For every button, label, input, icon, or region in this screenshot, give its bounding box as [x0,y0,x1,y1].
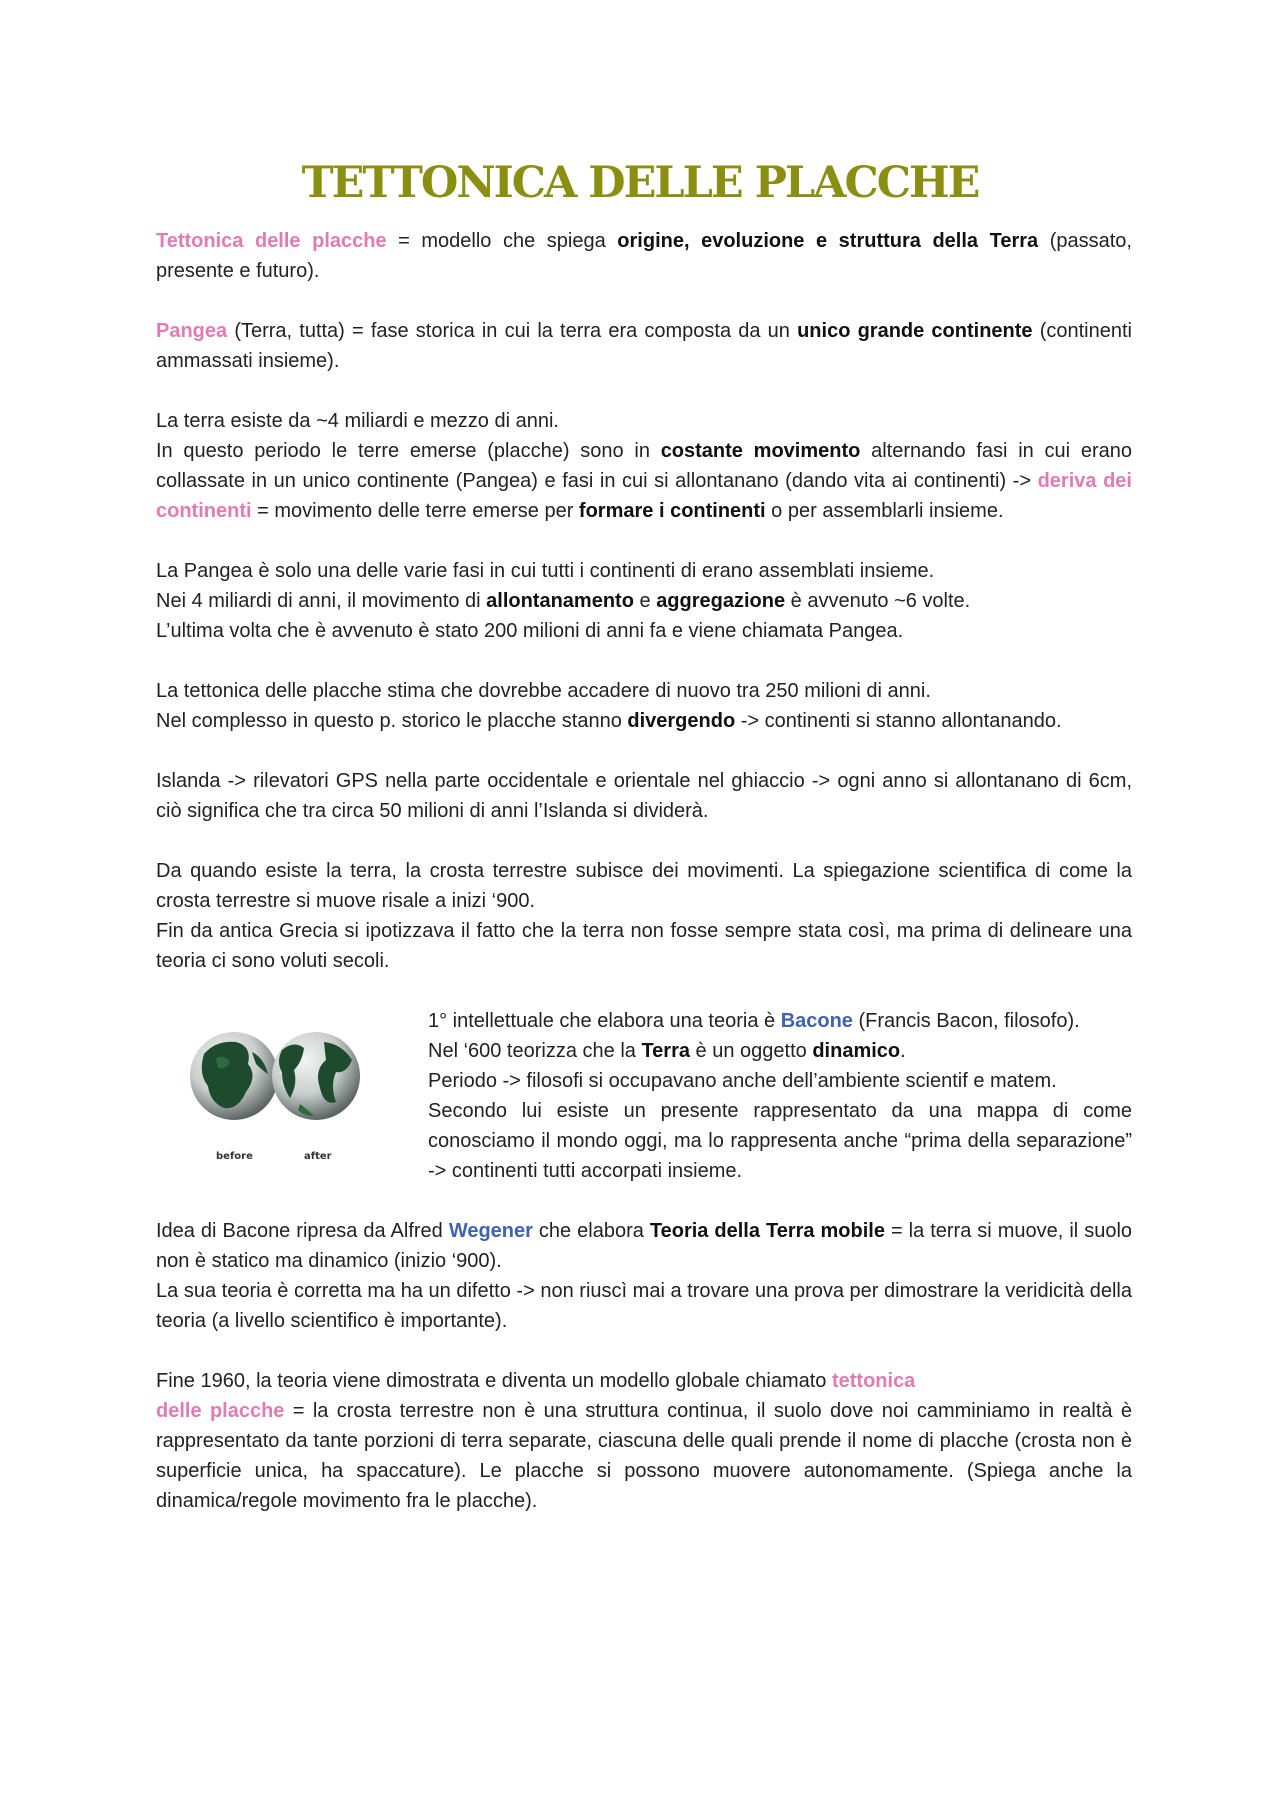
bold-text: formare i continenti [578,500,766,522]
term-tettonica: Tettonica delle placche [156,230,387,252]
paragraph-1960: Fine 1960, la teoria viene dimostrata e diventa un modello globale chiamato tettonica delle placche = la crosta terrestre non è una struttura continua, il suolo dove noi camminiamo in realtà è rappresentato da tante porzioni di terra separate, ciascuna delle quali prende il nome di placche (crosta non è superficie unica, ha spaccature). Le placche si possono muovere autonomamente. (Spiega anche la dinamica/regole movimento fra le placche). [156,1370,1132,1512]
bacone-text: 1° intellettuale che elabora una teoria è Bacone (Francis Bacon, filosofo). Nel ‘600 teorizza che la Terra è un oggetto dinamico. Periodo -> filosofi si occupavano anche dell’ambiente scientif e matem. Secondo lui esiste un presente rappresentato da una mappa di come conosciamo il mondo oggi, ma lo rappresenta anche “prima della separazione” -> continenti tutti accorpati insieme. [428,1010,1132,1182]
paragraph-future: La tettonica delle placche stima che dovrebbe accadere di nuovo tra 250 milioni di anni. Nel complesso in questo p. storico le placche stanno divergendo -> continenti si stanno allontanando. [156,680,1062,732]
bold-text: unico grande continente [797,320,1033,342]
bold-text: Terra [641,1040,690,1062]
paragraph-wegener: Idea di Bacone ripresa da Alfred Wegener che elabora Teoria della Terra mobile = la terra si muove, il suolo non è statico ma dinamico (inizio ‘900). La sua teoria è corretta ma ha un difetto -> non riuscì mai a trovare una prova per dimostrare la veridicità della teoria (a livello scientifico è importante). [156,1220,1133,1332]
page-title: TETTONICA DELLE PLACCHE [301,158,979,208]
paragraph-definition: Tettonica delle placche = modello che spiega origine, evoluzione e struttura della Terra (passato, presente e futuro). [156,230,1132,282]
term-delle-placche: delle placche [156,1400,285,1422]
paragraph-history: Da quando esiste la terra, la crosta terrestre subisce dei movimenti. La spiegazione scientifica di come la crosta terrestre si muove risale a inizi ‘900. Fin da antica Grecia si ipotizzava il fatto che la terra non fosse sempre stata così, ma prima di delineare una teoria ci sono voluti secoli. [156,860,1132,972]
bold-text: allontanamento [486,590,634,612]
term-deriva: deriva dei continenti [156,470,1132,522]
bold-text: costante movimento [660,440,861,462]
bold-text: origine, evoluzione e struttura della Terra [617,230,1039,252]
label-after: after [304,1151,332,1162]
name-wegener: Wegener [448,1220,533,1242]
paragraph-phases: La Pangea è solo una delle varie fasi in cui tutti i continenti di erano assemblati insieme. Nei 4 miliardi di anni, il movimento di allontanamento e aggregazione è avvenuto ~6 volte. L’ultima volta che è avvenuto è stato 200 milioni di anni fa e viene chiamata Pangea. [156,560,971,642]
globe-icon [186,1024,366,1139]
bacone-section [156,1006,1132,1186]
bold-text: aggregazione [656,590,786,612]
label-before: before [216,1151,253,1162]
paragraph-earth-age: La terra esiste da ~4 miliardi e mezzo di anni. In questo periodo le terre emerse (placche) sono in costante movimento alternando fasi in cui erano collassate in un unico continente (Pangea) e fasi in cui si allontanano (dando vita ai continenti) -> deriva dei continenti = movimento delle terre emerse per formare i continenti o per assemblarli insieme. [156,410,1132,522]
paragraph-islanda: Islanda -> rilevatori GPS nella parte occidentale e orientale nel ghiaccio -> ogni anno si allontanano di 6cm, ciò significa che tra circa 50 milioni di anni l’Islanda si dividerà. [156,770,1132,822]
bold-text: Teoria della Terra mobile [649,1220,885,1242]
bold-text: divergendo [627,710,736,732]
globes-image [186,1024,366,1162]
bold-text: dinamico [812,1040,901,1062]
document-body [156,226,1132,1546]
term-tettonica-2: tettonica [831,1370,916,1392]
term-pangea: Pangea [156,320,228,342]
name-bacone: Bacone [780,1010,853,1032]
paragraph-pangea: Pangea (Terra, tutta) = fase storica in cui la terra era composta da un unico grande continente (continenti ammassati insieme). [156,320,1132,372]
